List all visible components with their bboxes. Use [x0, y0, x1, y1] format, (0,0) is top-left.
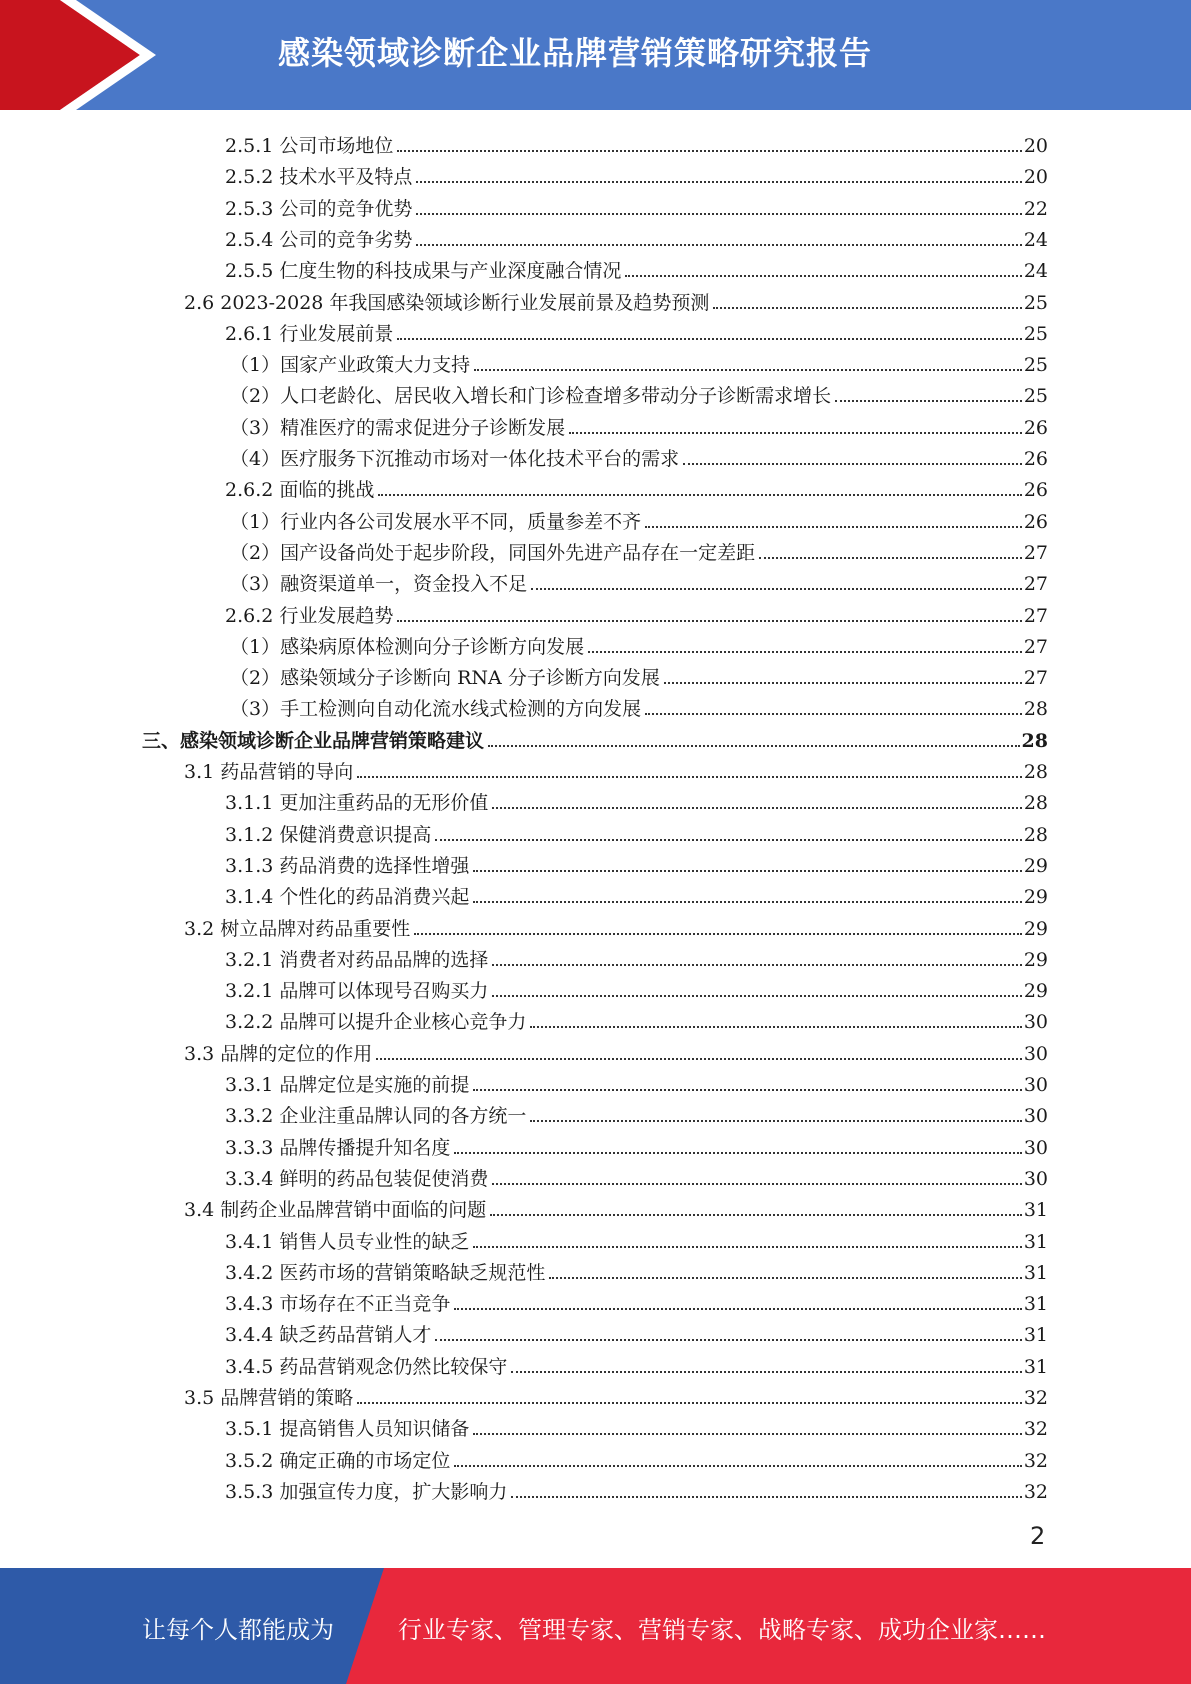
toc-dot-leader	[759, 557, 1022, 559]
page-number: 2	[1030, 1522, 1046, 1550]
toc-entry-page: 32	[1023, 1387, 1048, 1409]
toc-entry-page: 27	[1023, 605, 1048, 627]
toc-entry-label: 3.1.2 保健消费意识提高	[225, 824, 432, 846]
toc-entry-page: 29	[1023, 918, 1048, 940]
header-band	[0, 0, 1191, 110]
toc-entry-label: （1）感染病原体检测向分子诊断方向发展	[230, 636, 585, 658]
toc-entry-label: 2.6.1 行业发展前景	[225, 323, 394, 345]
toc-entry-page: 29	[1023, 886, 1048, 908]
toc-entry-page: 29	[1023, 980, 1048, 1002]
footer-slogan-right: 行业专家、管理专家、营销专家、战略专家、成功企业家……	[398, 1616, 1046, 1644]
toc-entry-label: 3.5.3 加强宣传力度，扩大影响力	[225, 1481, 508, 1503]
toc-entry-page: 29	[1023, 949, 1048, 971]
toc-entry[interactable]	[225, 1160, 1048, 1191]
toc-entry-label: 3.4 制药企业品牌营销中面临的问题	[184, 1199, 487, 1221]
toc-dot-leader	[664, 682, 1022, 684]
toc-entry-label: 3.4.5 药品营销观念仍然比较保守	[225, 1356, 508, 1378]
toc-dot-leader	[835, 400, 1022, 402]
toc-entry-page: 27	[1023, 636, 1048, 658]
toc-entry[interactable]	[230, 565, 1048, 596]
toc-dot-leader	[473, 870, 1021, 872]
document-title: 感染领域诊断企业品牌营销策略研究报告	[278, 34, 873, 72]
toc-entry[interactable]	[225, 158, 1048, 189]
toc-entry-label: 3.4.1 销售人员专业性的缺乏	[225, 1231, 470, 1253]
toc-entry-label: 3.4.2 医药市场的营销策略缺乏规范性	[225, 1262, 546, 1284]
toc-entry-page: 30	[1023, 1074, 1048, 1096]
toc-entry-page: 27	[1023, 573, 1048, 595]
toc-entry[interactable]	[225, 252, 1048, 283]
toc-entry-page: 31	[1023, 1324, 1048, 1346]
toc-dot-leader	[416, 244, 1021, 246]
toc-entry-label: 3.3 品牌的定位的作用	[184, 1043, 373, 1065]
toc-entry-label: 2.6.2 行业发展趋势	[225, 605, 394, 627]
toc-entry[interactable]	[225, 1316, 1048, 1347]
toc-entry-label: 3.2.1 消费者对药品品牌的选择	[225, 949, 489, 971]
toc-dot-leader	[357, 776, 1022, 778]
toc-entry-label: 3.3.1 品牌定位是实施的前提	[225, 1074, 470, 1096]
toc-dot-leader	[488, 745, 1020, 747]
toc-entry-page: 32	[1023, 1450, 1048, 1472]
toc-entry-label: 2.5.3 公司的竞争优势	[225, 198, 413, 220]
toc-entry[interactable]	[225, 1348, 1048, 1379]
toc-entry-page: 26	[1023, 448, 1048, 470]
toc-entry-label: 2.5.1 公司市场地位	[225, 135, 394, 157]
toc-entry-page: 30	[1023, 1105, 1048, 1127]
toc-entry-page: 25	[1023, 292, 1048, 314]
toc-entry[interactable]	[225, 127, 1048, 158]
toc-dot-leader	[473, 1246, 1021, 1248]
toc-entry-page: 27	[1023, 667, 1048, 689]
toc-entry[interactable]	[225, 1003, 1048, 1034]
toc-dot-leader	[569, 432, 1022, 434]
toc-entry[interactable]	[142, 722, 1048, 753]
toc-entry[interactable]	[184, 1035, 1048, 1066]
toc-entry-label: （3）手工检测向自动化流水线式检测的方向发展	[230, 698, 642, 720]
toc-entry-label: 三、感染领域诊断企业品牌营销策略建议	[142, 730, 485, 752]
toc-entry-page: 20	[1023, 166, 1048, 188]
toc-entry-label: 3.5 品牌营销的策略	[184, 1387, 354, 1409]
toc-dot-leader	[683, 463, 1022, 465]
toc-entry[interactable]	[225, 878, 1048, 909]
toc-entry-page: 25	[1023, 385, 1048, 407]
toc-dot-leader	[473, 1089, 1021, 1091]
toc-entry-page: 31	[1023, 1231, 1048, 1253]
toc-entry[interactable]	[225, 1473, 1048, 1504]
toc-dot-leader	[713, 307, 1021, 309]
toc-dot-leader	[530, 1026, 1021, 1028]
toc-entry[interactable]	[225, 972, 1048, 1003]
toc-dot-leader	[531, 588, 1022, 590]
toc-entry-label: 3.3.2 企业注重品牌认同的各方统一	[225, 1105, 527, 1127]
toc-dot-leader	[625, 275, 1021, 277]
toc-entry[interactable]	[225, 471, 1048, 502]
toc-entry-page: 20	[1023, 135, 1048, 157]
toc-entry[interactable]	[230, 659, 1048, 690]
toc-entry-page: 24	[1023, 260, 1048, 282]
toc-dot-leader	[435, 1339, 1021, 1341]
toc-entry-page: 28	[1023, 824, 1048, 846]
toc-dot-leader	[435, 839, 1021, 841]
toc-entry-label: 2.5.5 仁度生物的科技成果与产业深度融合情况	[225, 260, 622, 282]
toc-dot-leader	[454, 1465, 1021, 1467]
footer-slogan-left: 让每个人都能成为	[142, 1616, 334, 1644]
toc-dot-leader	[549, 1277, 1021, 1279]
toc-dot-leader	[376, 1058, 1022, 1060]
toc-dot-leader	[397, 620, 1021, 622]
toc-entry[interactable]	[225, 221, 1048, 252]
toc-dot-leader	[530, 1120, 1021, 1122]
toc-dot-leader	[414, 933, 1022, 935]
toc-entry-label: （2）感染领域分子诊断向 RNA 分子诊断方向发展	[230, 667, 660, 689]
toc-entry[interactable]	[225, 1410, 1048, 1441]
toc-entry[interactable]	[230, 628, 1048, 659]
toc-entry-label: 2.6 2023-2028 年我国感染领域诊断行业发展前景及趋势预测	[184, 292, 710, 314]
toc-entry-page: 27	[1023, 542, 1048, 564]
toc-entry-label: 2.5.2 技术水平及特点	[225, 166, 413, 188]
toc-entry-page: 32	[1023, 1418, 1048, 1440]
toc-entry[interactable]	[225, 1285, 1048, 1316]
toc-entry[interactable]	[225, 784, 1048, 815]
toc-entry-label: 3.2 树立品牌对药品重要性	[184, 918, 411, 940]
toc-entry-label: 3.5.1 提高销售人员知识储备	[225, 1418, 470, 1440]
header-arrow-icon	[0, 0, 160, 110]
toc-entry-page: 24	[1023, 229, 1048, 251]
toc-dot-leader	[645, 526, 1022, 528]
toc-dot-leader	[492, 964, 1021, 966]
toc-entry[interactable]	[225, 1129, 1048, 1160]
toc-dot-leader	[357, 1402, 1022, 1404]
toc-entry-label: 3.4.4 缺乏药品营销人才	[225, 1324, 432, 1346]
toc-entry[interactable]	[225, 1223, 1048, 1254]
toc-entry-label: 3.2.2 品牌可以提升企业核心竞争力	[225, 1011, 527, 1033]
toc-entry[interactable]	[225, 190, 1048, 221]
toc-entry-page: 22	[1023, 198, 1048, 220]
toc-entry[interactable]	[184, 284, 1048, 315]
toc-entry-page: 31	[1023, 1199, 1048, 1221]
toc-entry-page: 31	[1023, 1356, 1048, 1378]
toc-entry[interactable]	[225, 847, 1048, 878]
toc-entry-page: 31	[1023, 1293, 1048, 1315]
toc-entry-label: 3.1.3 药品消费的选择性增强	[225, 855, 470, 877]
toc-dot-leader	[454, 1152, 1021, 1154]
toc-entry-label: 3.2.1 品牌可以体现号召购买力	[225, 980, 489, 1002]
toc-entry[interactable]	[230, 503, 1048, 534]
toc-entry-label: 3.3.4 鲜明的药品包装促使消费	[225, 1168, 489, 1190]
toc-entry[interactable]	[225, 1066, 1048, 1097]
toc-entry-page: 25	[1023, 323, 1048, 345]
toc-entry[interactable]	[230, 690, 1048, 721]
toc-entry-label: 2.6.2 面临的挑战	[225, 479, 375, 501]
toc-dot-leader	[416, 181, 1021, 183]
toc-entry-label: 3.1.1 更加注重药品的无形价值	[225, 792, 489, 814]
toc-entry-label: （1）国家产业政策大力支持	[230, 354, 471, 376]
toc-dot-leader	[511, 1371, 1021, 1373]
toc-entry[interactable]	[184, 910, 1048, 941]
toc-entry-label: 3.1.4 个性化的药品消费兴起	[225, 886, 470, 908]
toc-dot-leader	[473, 901, 1021, 903]
toc-entry-page: 31	[1023, 1262, 1048, 1284]
toc-entry-label: （3）融资渠道单一，资金投入不足	[230, 573, 528, 595]
toc-entry[interactable]	[230, 346, 1048, 377]
toc-entry-page: 26	[1023, 417, 1048, 439]
toc-entry-label: 3.4.3 市场存在不正当竞争	[225, 1293, 451, 1315]
toc-entry-label: 3.5.2 确定正确的市场定位	[225, 1450, 451, 1472]
toc-entry-page: 28	[1023, 792, 1048, 814]
toc-entry[interactable]	[230, 377, 1048, 408]
toc-entry[interactable]	[225, 1254, 1048, 1285]
toc-entry-label: （1）行业内各公司发展水平不同，质量参差不齐	[230, 511, 642, 533]
toc-entry-page: 32	[1023, 1481, 1048, 1503]
toc-dot-leader	[397, 338, 1021, 340]
toc-entry-page: 30	[1023, 1137, 1048, 1159]
toc-dot-leader	[511, 1496, 1021, 1498]
toc-entry-page: 25	[1023, 354, 1048, 376]
toc-entry-page: 30	[1023, 1011, 1048, 1033]
toc-entry[interactable]	[225, 1097, 1048, 1128]
toc-entry-page: 30	[1023, 1043, 1048, 1065]
toc-entry-page: 28	[1023, 761, 1048, 783]
toc-dot-leader	[378, 494, 1021, 496]
toc-entry-page: 29	[1023, 855, 1048, 877]
toc-entry-label: （2）国产设备尚处于起步阶段，同国外先进产品存在一定差距	[230, 542, 756, 564]
toc-entry-page: 26	[1023, 511, 1048, 533]
toc-entry[interactable]	[225, 597, 1048, 628]
toc-dot-leader	[645, 713, 1022, 715]
toc-entry[interactable]	[225, 941, 1048, 972]
toc-entry-page: 30	[1023, 1168, 1048, 1190]
toc-entry[interactable]	[230, 440, 1048, 471]
toc-entry-label: （2）人口老龄化、居民收入增长和门诊检查增多带动分子诊断需求增长	[230, 385, 832, 407]
toc-entry[interactable]	[184, 1379, 1048, 1410]
toc-entry-page: 26	[1023, 479, 1048, 501]
toc-entry-label: 3.1 药品营销的导向	[184, 761, 354, 783]
toc-dot-leader	[492, 1183, 1021, 1185]
toc-entry[interactable]	[225, 816, 1048, 847]
toc-dot-leader	[588, 651, 1022, 653]
toc-entry-label: （4）医疗服务下沉推动市场对一体化技术平台的需求	[230, 448, 680, 470]
toc-dot-leader	[473, 1433, 1021, 1435]
toc-entry-label: 2.5.4 公司的竞争劣势	[225, 229, 413, 251]
toc-dot-leader	[416, 213, 1021, 215]
toc-entry[interactable]	[230, 534, 1048, 565]
toc-entry-label: 3.3.3 品牌传播提升知名度	[225, 1137, 451, 1159]
toc-dot-leader	[490, 1214, 1022, 1216]
toc-entry[interactable]	[225, 1442, 1048, 1473]
toc-entry[interactable]	[230, 409, 1048, 440]
toc-entry-page: 28	[1023, 698, 1048, 720]
toc-dot-leader	[492, 807, 1021, 809]
footer-band	[0, 1568, 1191, 1684]
toc-dot-leader	[397, 150, 1021, 152]
toc-entry[interactable]	[184, 1191, 1048, 1222]
toc-entry[interactable]	[225, 315, 1048, 346]
toc-dot-leader	[454, 1308, 1021, 1310]
toc-entry-label: （3）精准医疗的需求促进分子诊断发展	[230, 417, 566, 439]
toc-dot-leader	[492, 995, 1021, 997]
toc-dot-leader	[474, 369, 1022, 371]
toc-entry-page: 28	[1021, 730, 1048, 752]
toc-entry[interactable]	[184, 753, 1048, 784]
